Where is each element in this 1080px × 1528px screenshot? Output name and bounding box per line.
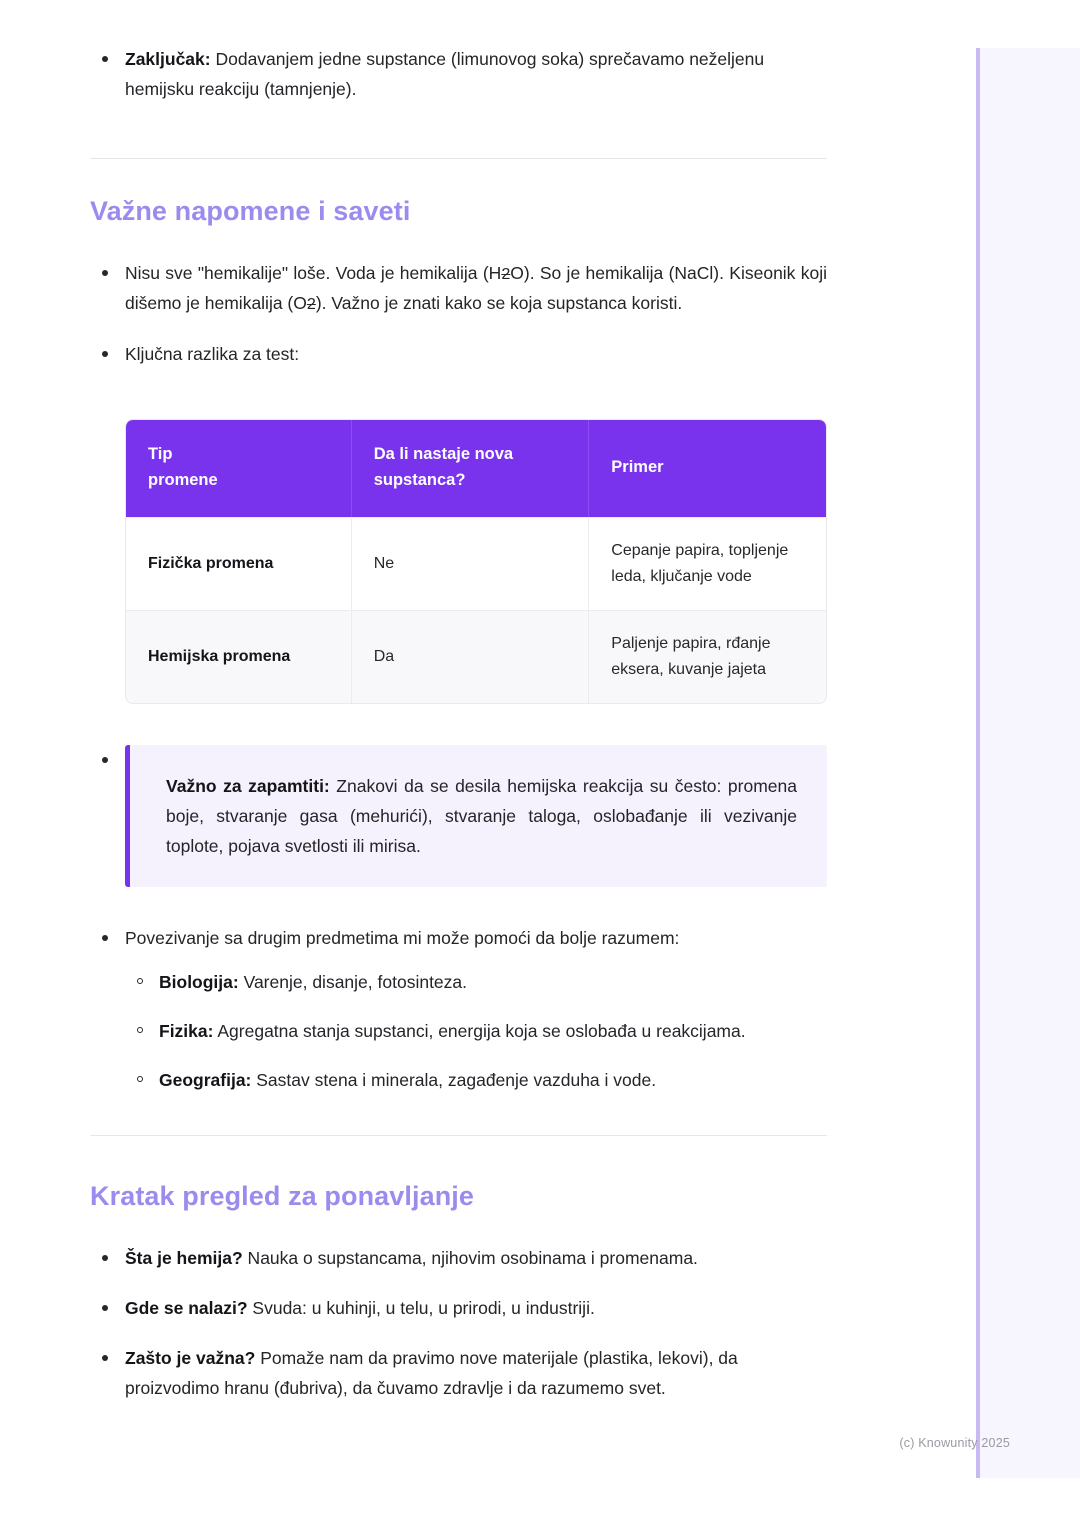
- chemicals-text-part1: Nisu sve "hemikalije" loše. Voda je hemikalija (H: [125, 262, 502, 283]
- chemicals-text-part3: ). Važno je znati kako se koja supstanca koristi.: [315, 293, 683, 314]
- table-cell-nova-fizicka: Ne: [352, 517, 590, 610]
- page-edge-rule: [976, 48, 980, 1478]
- conclusion-list: [90, 44, 827, 104]
- subject-label-biologija: Biologija:: [159, 972, 239, 993]
- table-cell-tip-fizicka: [126, 517, 352, 610]
- table-head: [126, 420, 826, 517]
- table-body: [126, 517, 826, 703]
- table-header-primer-line1: Primer: [611, 457, 664, 476]
- table-row: [126, 517, 826, 610]
- summary-text-sta-je-hemija: Nauka o supstancama, njihovim osobinama i promenama.: [242, 1247, 698, 1268]
- table-row: [126, 610, 826, 703]
- cell-tip-hemijska-line2: promena: [222, 647, 291, 665]
- table-cell-primer-fizicka: Cepanje papira, topljenje leda, ključanje vode: [589, 517, 826, 610]
- chemicals-text-part2: O). So je hemikalija (NaCl). Kiseonik koji dišemo je hemikalija (O: [125, 262, 827, 314]
- table-header-primer: [589, 420, 826, 517]
- table-cell-primer-hemijska: Paljenje papira, rđanje eksera, kuvanje jajeta: [589, 610, 826, 703]
- callout-label: Važno za zapamtiti:: [166, 775, 330, 796]
- table-header-nova-line1: Da li nastaje nova: [373, 445, 514, 464]
- table-header-row: [126, 420, 826, 517]
- summary-label-gde-se-nalazi: Gde se nalazi?: [125, 1297, 248, 1318]
- cross-subject-list: [90, 923, 827, 1095]
- table-header-tip: [126, 420, 352, 517]
- subjects-sublist: [125, 967, 827, 1095]
- list-item-callout: [90, 745, 827, 887]
- list-item-table-intro: [90, 339, 827, 369]
- list-item-cross-subject-intro: [90, 923, 827, 1095]
- table-header-nova-supstanca: [352, 420, 590, 517]
- summary-text-zasto-je-vazna: Pomaže nam da pravimo nove materijale (plastika, lekovi), da proizvodimo hranu (đubriva), da čuvamo zdravlje i da razumemo svet.: [125, 1348, 738, 1399]
- table-cell-nova-hemijska: Da: [352, 610, 590, 703]
- cell-tip-fizicka-line1: Fizička: [148, 555, 202, 573]
- summary-text-gde-se-nalazi: Svuda: u kuhinji, u telu, u prirodi, u industriji.: [247, 1297, 595, 1318]
- list-item-geografija: [125, 1065, 827, 1095]
- callout-list: [90, 745, 827, 887]
- table-header-tip-line1: Tip: [148, 445, 173, 464]
- list-item-fizika: [125, 1016, 827, 1046]
- document-content: [90, 0, 827, 1423]
- section-title-napomene: Važne napomene i saveti: [90, 196, 411, 227]
- table-intro-text: Ključna razlika za test:: [125, 343, 300, 364]
- cross-subject-intro-text: Povezivanje sa drugim predmetima mi može pomoći da bolje razumem:: [125, 928, 680, 949]
- subject-text-geografija: Sastav stena i minerala, zagađenje vazduha i vode.: [251, 1070, 657, 1091]
- summary-list: [90, 1243, 827, 1403]
- summary-label-sta-je-hemija: Šta je hemija?: [125, 1247, 243, 1268]
- list-item-sta-je-hemija: [90, 1243, 827, 1273]
- table-header-tip-line2: promene: [148, 470, 218, 489]
- summary-label-zasto-je-vazna: Zašto je važna?: [125, 1348, 256, 1368]
- notes-list: [90, 258, 827, 369]
- section-title-pregled: Kratak pregled za ponavljanje: [90, 1181, 475, 1212]
- cell-tip-fizicka-line2: promena: [205, 555, 274, 573]
- subject-label-geografija: Geografija:: [159, 1070, 252, 1091]
- list-item-conclusion: [90, 44, 827, 104]
- copyright-watermark: (c) Knowunity 2025: [899, 1436, 1010, 1450]
- table-header-nova-line2: supstanca?: [373, 470, 466, 489]
- subject-text-fizika: Agregatna stanja supstanci, energija koja se oslobađa u reakcijama.: [213, 1021, 746, 1042]
- subject-label-fizika: Fizika:: [159, 1021, 214, 1042]
- conclusion-text: Dodavanjem jedne supstance (limunovog soka) sprečavamo neželjenu hemijsku reakciju (tamnjenje).: [125, 49, 765, 100]
- list-item-biologija: [125, 967, 827, 997]
- callout-box: [125, 745, 827, 887]
- cell-tip-hemijska-line1: Hemijska: [148, 647, 219, 665]
- subscript-two-oxygen: 2: [306, 295, 316, 314]
- table-cell-tip-hemijska: [126, 610, 352, 703]
- comparison-table-wrapper: [126, 420, 826, 703]
- list-item-zasto-je-vazna: [90, 1343, 827, 1403]
- subscript-two-water: 2: [501, 264, 511, 283]
- subject-text-biologija: Varenje, disanje, fotosinteza.: [238, 972, 468, 993]
- page-edge-band: [976, 48, 1080, 1478]
- comparison-table: [126, 420, 826, 703]
- conclusion-label: Zaključak:: [125, 49, 211, 69]
- callout-text: Znakovi da se desila hemijska reakcija su često: promena boje, stvaranje gasa (mehurići), stvaranje taloga, oslobađanje ili vezivanje toplote, pojava svetlosti ili mirisa.: [166, 775, 797, 856]
- list-item-gde-se-nalazi: [90, 1293, 827, 1323]
- list-item-chemicals: [90, 258, 827, 319]
